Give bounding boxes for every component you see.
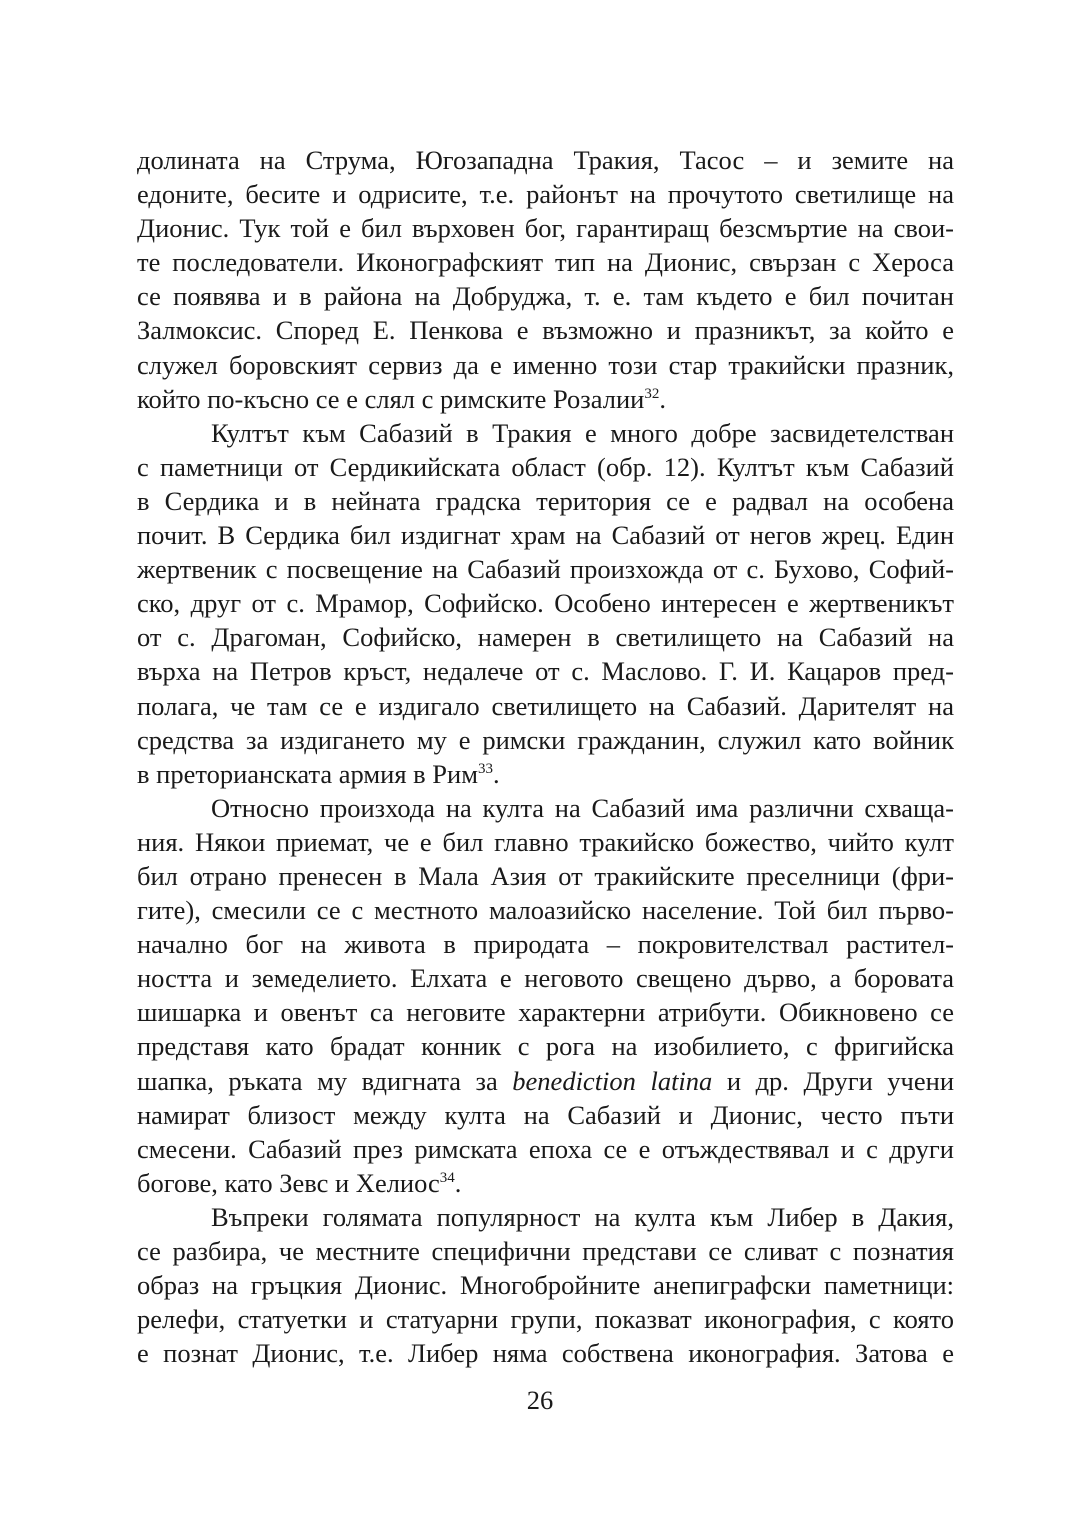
- text-line: те последователи. Иконографският тип на Дионис, свързан с Хероса: [137, 247, 954, 278]
- text-line: представя като брадат конник с рога на изобилието, с фригийска: [137, 1031, 954, 1062]
- text-line: шишарка и овенът са неговите характерни атрибути. Обикновено се: [137, 997, 954, 1028]
- text-line: [137, 382, 954, 416]
- text-line: [137, 1166, 954, 1200]
- text-line: ско, друг от с. Мрамор, Софийско. Особено интересен е жертвеникът: [137, 588, 954, 619]
- text-line-content: който по-късно се е слял с римските Розалии: [137, 383, 645, 414]
- text-line: се появява и в района на Добруджа, т. е. там където е бил почитан: [137, 281, 954, 312]
- text-line: жертвеник с посвещение на Сабазий произхожда от с. Бухово, Софий-: [137, 554, 954, 585]
- footnote-ref: 33: [478, 760, 493, 777]
- text-line: начално бог на живота в природата – покровителствал растител-: [137, 929, 954, 960]
- text-line-end: .: [659, 383, 666, 414]
- text-line: върха на Петров кръст, недалече от с. Маслово. Г. И. Кацаров пред-: [137, 656, 954, 687]
- text-line: релефи, статуетки и статуарни групи, показват иконография, с която: [137, 1304, 954, 1335]
- paragraph-3: [137, 791, 954, 1200]
- text-line-end: .: [454, 1167, 462, 1198]
- page-number: 26: [526, 1385, 554, 1415]
- text-line: едоните, бесите и одрисите, т.е. районът на прочутото светилище на: [137, 179, 954, 210]
- text-line-end: .: [493, 758, 500, 789]
- paragraph-4: [137, 1200, 954, 1370]
- text-line: [137, 1064, 954, 1098]
- text-line: е познат Дионис, т.е. Либер няма собствена иконография. Затова е: [137, 1338, 954, 1369]
- text-line-content: в преторианската армия в Рим: [137, 758, 478, 789]
- text-line: Култът към Сабазий в Тракия е много добре засвидетелстван: [211, 417, 954, 448]
- text-line: служел боровският сервиз да е именно този стар тракийски празник,: [137, 349, 954, 380]
- footnote-ref: 34: [439, 1169, 455, 1186]
- text-line: полага, че там се е издигало светилището на Сабазий. Дарителят на: [137, 690, 954, 721]
- text-line: бил отрано пренесен в Мала Азия от тракийските преселници (фри-: [137, 860, 954, 891]
- text-line: долината на Струма, Югозападна Тракия, Тасос – и земите на: [137, 145, 954, 175]
- paragraph-1: [137, 143, 954, 416]
- italic-term: benediction latina: [512, 1065, 713, 1096]
- text-line: средства за издигането му е римски гражданин, служил като войник: [137, 724, 954, 755]
- text-line: почит. В Сердика бил издигнат храм на Сабазий от негов жрец. Един: [137, 520, 954, 551]
- paragraph-2: [137, 416, 954, 791]
- text-line: смесени. Сабазий през римската епоха се е отъждествявал и с други: [137, 1133, 954, 1164]
- text-line: ния. Някои приемат, че е бил главно тракийско божество, чийто култ: [137, 826, 954, 857]
- text-line: намират близост между култа на Сабазий и Дионис, често пъти: [137, 1099, 954, 1130]
- text-line: ността и земеделието. Елхата е неговото свещено дърво, а боровата: [137, 963, 954, 994]
- text-line: от с. Драгоман, Софийско, намерен в светилището на Сабазий на: [137, 622, 954, 653]
- body-text: [137, 143, 954, 1370]
- text-line: Относно произхода на култа на Сабазий има различни схваща-: [211, 792, 954, 823]
- text-line: Дионис. Тук той е бил върховен бог, гарантиращ безсмъртие на свои-: [137, 213, 954, 244]
- text-line: в Сердика и в нейната градска територия се е радвал на особена: [137, 485, 954, 516]
- text-line: [137, 757, 954, 791]
- text-segment: и др. Други учени: [712, 1065, 954, 1096]
- text-line-content: богове, като Зевс и Хелиос: [137, 1167, 440, 1198]
- text-line: Залмоксис. Според Е. Пенкова е възможно и празникът, за който е: [137, 315, 954, 346]
- text-line: гите), смесили се с местното малоазийско население. Той бил първо-: [137, 895, 954, 926]
- text-line: с паметници от Сердикийската област (обр. 12). Култът към Сабазий: [137, 451, 954, 482]
- footnote-ref: 32: [644, 385, 660, 402]
- text-line: Въпреки голямата популярност на култа към Либер в Дакия,: [211, 1201, 954, 1232]
- text-line: се разбира, че местните специфични представи се сливат с познатия: [137, 1236, 954, 1266]
- text-line: образ на гръцкия Дионис. Многобройните анепиграфски паметници:: [137, 1270, 954, 1301]
- text-segment: шапка, ръката му вдигната за: [137, 1065, 513, 1096]
